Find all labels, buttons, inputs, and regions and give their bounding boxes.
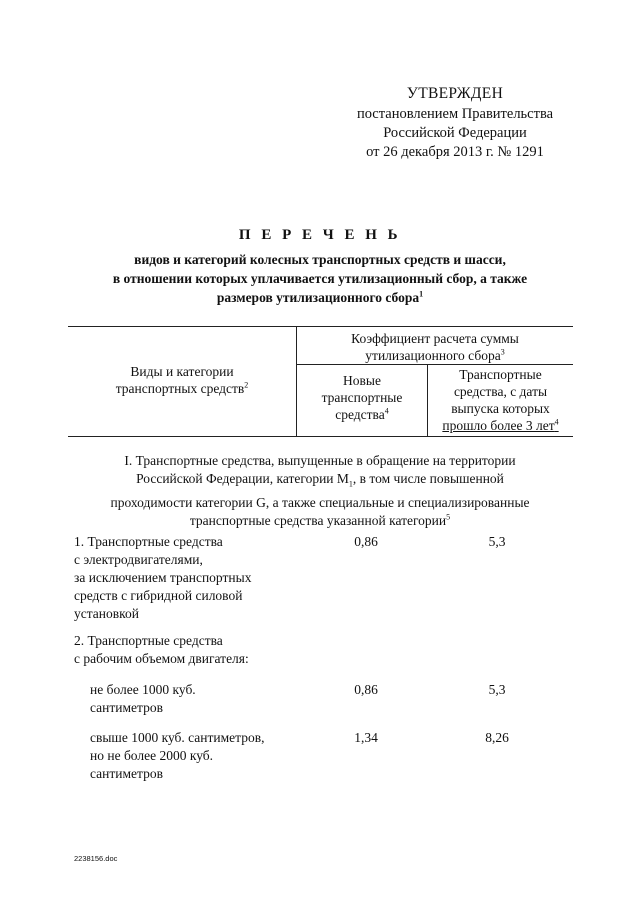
- table-cell-new: 0,86: [354, 534, 378, 549]
- subtitle-line-2: в отношении которых уплачивается утилизационный сбор, а также: [112, 271, 528, 286]
- table-cell-new: 0,86: [354, 682, 378, 697]
- approval-line-1: постановлением Правительства: [356, 106, 554, 122]
- footnote-marker: 1: [419, 289, 424, 299]
- table-row-label: 1. Транспортные средства с электродвигателями, за исключением транспортных средств с гибридной силовой установкой: [74, 534, 252, 621]
- subtitle-line-3: размеров утилизационного сбора$^1$: [216, 289, 424, 305]
- table-cell-old: 8,26: [485, 730, 509, 745]
- approval-line-3: от 26 декабря 2013 г. № 1291: [366, 144, 544, 160]
- header-new-vehicles: Новые транспортные средства$^4$: [321, 373, 403, 422]
- table-row-label: не более 1000 куб. сантиметров: [90, 682, 196, 715]
- header-coefficient: Коэффициент расчета суммы утилизационного сбора$^3$: [351, 331, 519, 363]
- table-row-label: 2. Транспортные средства с рабочим объемом двигателя:: [74, 633, 249, 666]
- table-row-label: свыше 1000 куб. сантиметров, но не более 2000 куб. сантиметров: [90, 730, 265, 781]
- file-name-footer: 2238156.doc: [74, 854, 118, 863]
- table-top-rule: [68, 326, 573, 327]
- subtitle-line-1: видов и категорий колесных транспортных средств и шасси,: [134, 252, 506, 267]
- table-cell-old: 5,3: [488, 534, 506, 549]
- approval-title: УТВЕРЖДЕН: [406, 85, 504, 102]
- document-subtitle: [60, 250, 580, 307]
- document-title: П Е Р Е Ч Е Н Ь: [238, 227, 402, 243]
- table-cell-old: 5,3: [488, 682, 506, 697]
- coef-divider-rule: [296, 364, 573, 365]
- table-cell-new: 1,34: [354, 730, 378, 745]
- header-old-vehicles: Транспортные средства, с даты выпуска которых прошло более 3 лет$^4$: [442, 367, 559, 433]
- header-vehicle-types: Виды и категории транспортных средств$^2$: [115, 364, 249, 396]
- section-1-heading: I. Транспортные средства, выпущенные в обращение на территории Российской Федерации, категории $M_1$, в том числе повышенной проходимости категории G, а также специальные и специализированные транспортные средства указанной категории$^5$: [110, 453, 530, 528]
- table-header-bottom-rule: [68, 436, 573, 437]
- approval-block: [330, 84, 580, 162]
- approval-line-2: Российской Федерации: [383, 125, 527, 141]
